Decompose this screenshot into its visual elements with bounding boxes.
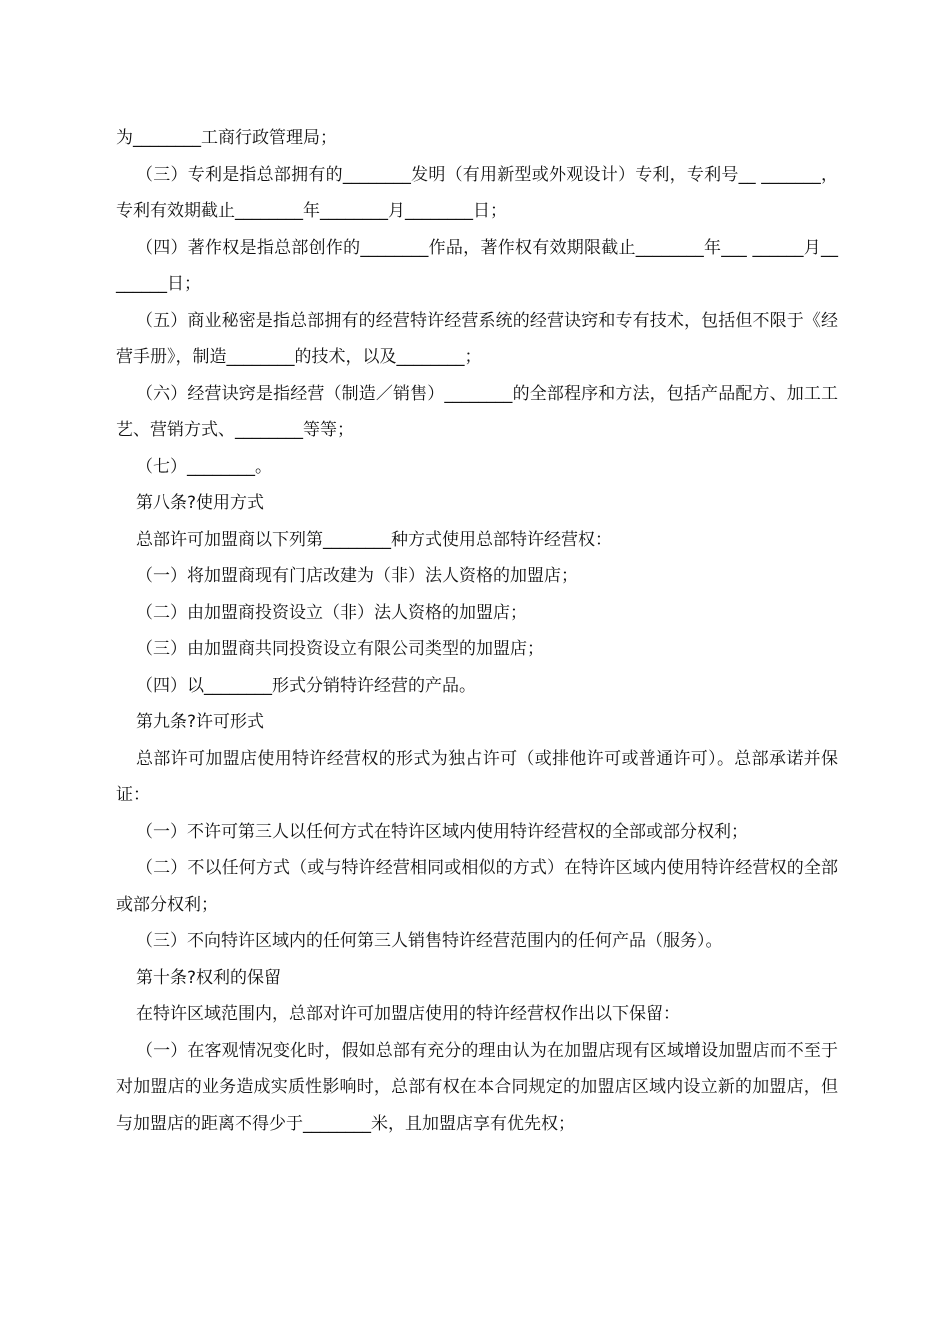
paragraph-usage-three: （三）由加盟商共同投资设立有限公司类型的加盟店； (136, 639, 544, 659)
article-10-heading: 第十条?权利的保留 (136, 967, 282, 988)
paragraph-reservation-one: （一）在客观情况变化时，假如总部有充分的理由认为在加盟店现有区域增设加盟店而不至于对加盟店的业务造成实质性影响时，总部有权在本合同规定的加盟店区域内设立新的加盟店，但与加盟店的距离不得少于________米，且加盟店享有优先权； (116, 1040, 838, 1134)
article-8-heading: 第八条?使用方式 (136, 493, 265, 513)
paragraph-usage-four: （四）以________形式分销特许经营的产品。 (136, 675, 476, 696)
document-body (116, 120, 838, 1142)
paragraph-guarantee-three: （三）不向特许区域内的任何第三人销售特许经营范围内的任何产品（服务）。 (136, 931, 723, 951)
paragraph-license-form: 总部许可加盟店使用特许经营权的形式为独占许可（或排他许可或普通许可）。总部承诺并保证： (116, 748, 838, 805)
paragraph-guarantee-two: （二）不以任何方式（或与特许经营相同或相似的方式）在特许区域内使用特许经营权的全部或部分权利； (116, 858, 838, 915)
paragraph-know-how: （六）经营诀窍是指经营（制造／销售）________的全部程序和方法，包括产品配方、加工工艺、营销方式、________等等； (116, 383, 838, 440)
paragraph-copyright: （四）著作权是指总部创作的________作品，著作权有效期限截止________年___ ______月________日； (116, 237, 838, 294)
paragraph-usage-two: （二）由加盟商投资设立（非）法人资格的加盟店； (136, 602, 527, 623)
article-9-heading: 第九条?许可形式 (136, 712, 265, 732)
paragraph-continuation-administration: 为________工商行政管理局； (116, 128, 337, 148)
paragraph-patent: （三）专利是指总部拥有的________发明（有用新型或外观设计）专利，专利号__ _______，专利有效期截止________年________月________日； (116, 164, 838, 221)
paragraph-guarantee-one: （一）不许可第三人以任何方式在特许区域内使用特许经营权的全部或部分权利； (136, 821, 748, 842)
paragraph-usage-intro: 总部许可加盟商以下列第________种方式使用总部特许经营权： (136, 529, 612, 550)
paragraph-usage-one: （一）将加盟商现有门店改建为（非）法人资格的加盟店； (136, 566, 578, 586)
paragraph-trade-secret: （五）商业秘密是指总部拥有的经营特许经营系统的经营诀窍和专有技术，包括但不限于《经营手册》，制造________的技术，以及________； (116, 310, 838, 367)
paragraph-reservation-intro: 在特许区域范围内，总部对许可加盟店使用的特许经营权作出以下保留： (136, 1004, 680, 1024)
paragraph-item-seven: （七）________。 (136, 456, 272, 477)
